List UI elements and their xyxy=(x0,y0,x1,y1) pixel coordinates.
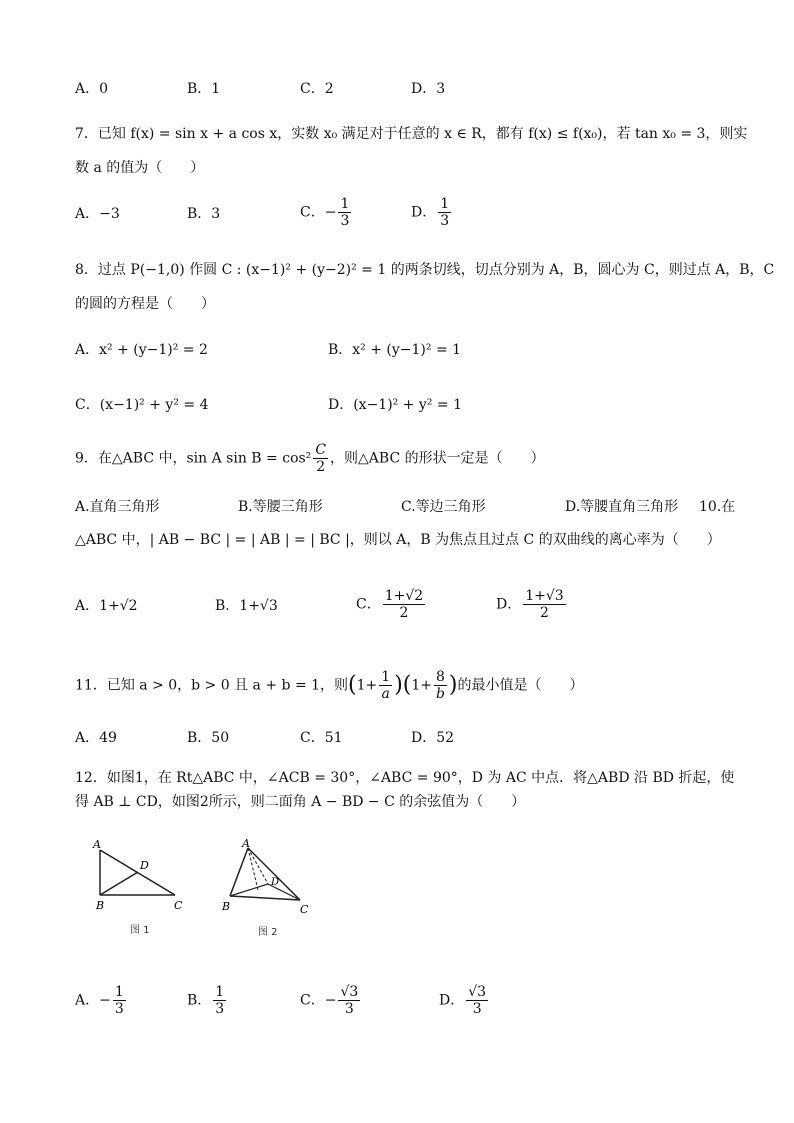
fig2-label-d: D xyxy=(271,877,280,888)
fig2-edge-ab xyxy=(230,848,248,896)
figure-1 xyxy=(90,835,200,945)
top-option-a: A．0 xyxy=(75,81,109,97)
q7-option-b: B．3 xyxy=(187,206,221,222)
fig1-label-d: D xyxy=(140,859,149,872)
top-option-b: B．1 xyxy=(187,81,221,97)
q7-stem-line2: 数 a 的值为（ ） xyxy=(75,160,205,176)
q11-stem: 11．已知 a > 0，b > 0 且 a + b = 1，则(1+ $\frac{1}{a}$ )(1+ $\frac{8}{b}$ )的最小值是（ ） xyxy=(75,669,584,702)
q12-stem-line1: 12．如图1，在 Rt△ABC 中，∠ACB = 30°，∠ABC = 90°，D 为 AC 中点．将△ABD 沿 BD 折起，使 xyxy=(75,770,735,786)
fig1-caption: 图 1 xyxy=(130,925,150,936)
q12-option-c: C．− $\frac{√3}{3}$ xyxy=(300,984,359,1017)
top-option-c: C．2 xyxy=(300,81,334,97)
fig2-label-c: C xyxy=(300,903,309,916)
fig2-edge-ac xyxy=(248,848,300,900)
q8-option-c: C．(x−1)² + y² = 4 xyxy=(75,397,209,413)
q7-option-d: D． $\frac{1}{3}$ xyxy=(411,196,450,229)
q11-option-c: C．51 xyxy=(300,730,343,746)
q9-option-d: D.等腰直角三角形 xyxy=(565,499,679,515)
q8-option-a: A．x² + (y−1)² = 2 xyxy=(75,342,208,358)
q11-option-a: A．49 xyxy=(75,730,117,746)
figure-2 xyxy=(218,838,328,943)
fig2-caption: 图 2 xyxy=(258,927,278,938)
q10-option-a: A．1+√2 xyxy=(75,598,138,614)
fig1-edge-bd xyxy=(100,872,138,895)
q9-option-c: C.等边三角形 xyxy=(401,499,486,515)
fig1-label-a: A xyxy=(93,838,101,851)
q7-option-a: A．−3 xyxy=(75,206,120,222)
q9-stem: 9．在△ABC 中，sin A sin B = cos² $\frac{C}{2}$ ，则△ABC 的形状一定是（ ） xyxy=(75,442,545,475)
q10-stem-line2: △ABC 中，| AB − BC | = | AB | = | BC |，则以 A，B 为焦点且过点 C 的双曲线的离心率为（ ） xyxy=(75,532,721,548)
fig2-label-a: A xyxy=(242,838,250,850)
q8-stem-line2: 的圆的方程是（ ） xyxy=(75,296,215,312)
q8-option-b: B．x² + (y−1)² = 1 xyxy=(328,342,462,358)
q12-option-a: A．− $\frac{1}{3}$ xyxy=(75,984,124,1017)
q8-option-d: D．(x−1)² + y² = 1 xyxy=(328,397,462,413)
q7-stem-line1: 7．已知 f(x) = sin x + a cos x，实数 x₀ 满足对于任意的 x ∈ R，都有 f(x) ≤ f(x₀)，若 tan x₀ = 3，则实 xyxy=(75,126,748,142)
q10-stem-start: 10.在 xyxy=(699,499,736,515)
q9-option-b: B.等腰三角形 xyxy=(238,499,323,515)
q11-option-b: B．50 xyxy=(187,730,230,746)
q12-option-d: D． $\frac{√3}{3}$ xyxy=(439,984,487,1017)
fig1-label-c: C xyxy=(174,899,183,912)
q10-option-d: D． $\frac{1+√3}{2}$ xyxy=(496,588,564,621)
fig2-label-b: B xyxy=(222,900,231,913)
q12-option-b: B． $\frac{1}{3}$ xyxy=(187,984,225,1017)
fig1-label-b: B xyxy=(96,899,105,912)
q12-stem-line2: 得 AB ⊥ CD，如图2所示，则二面角 A − BD − C 的余弦值为（ ） xyxy=(75,794,526,810)
q9-option-a: A.直角三角形 xyxy=(75,499,160,515)
top-option-d: D．3 xyxy=(411,81,446,97)
q11-option-d: D．52 xyxy=(411,730,455,746)
q8-stem-line1: 8．过点 P(−1,0) 作圆 C : (x−1)² + (y−2)² = 1 的两条切线，切点分别为 A，B，圆心为 C，则过点 A，B，C xyxy=(75,262,775,278)
fig2-edge-bd xyxy=(230,884,268,896)
fig2-edge-bc xyxy=(230,896,300,900)
q7-option-c: C．− $\frac{1}{3}$ xyxy=(300,196,350,229)
fig2-edge-auxiliary xyxy=(248,848,258,890)
q10-option-c: C． $\frac{1+√2}{2}$ xyxy=(356,588,424,621)
q10-option-b: B．1+√3 xyxy=(215,598,278,614)
